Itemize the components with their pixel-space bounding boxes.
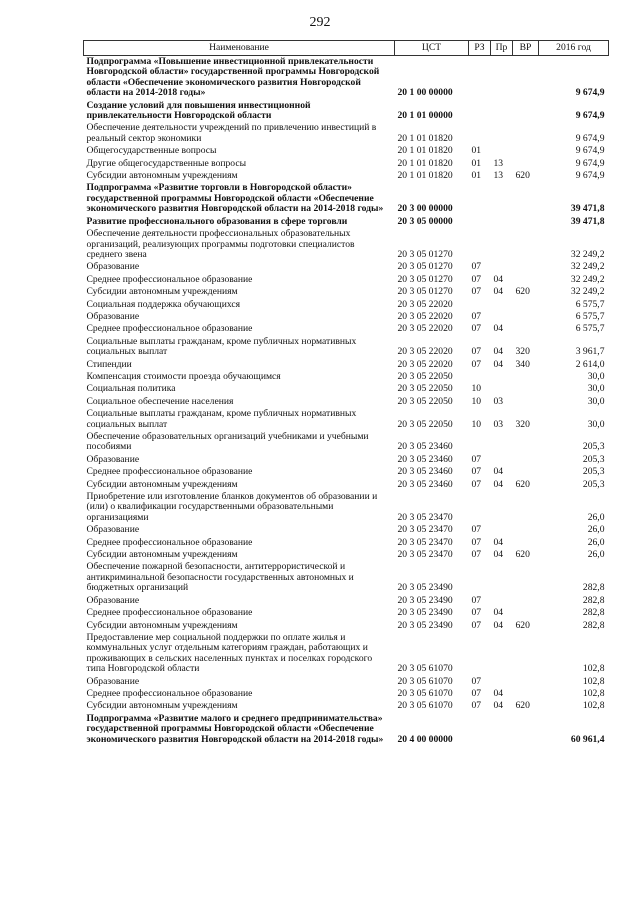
cell-amount: 6 575,7 xyxy=(575,310,605,322)
cell-vr xyxy=(513,122,539,145)
cell-amount: 39 471,8 xyxy=(570,203,605,215)
cell-name: Подпрограмма «Повышение инвестиционной привлекательности Новгородской области» государственной программы Новгородской области «Обеспечение экономического развития Новгородской области на 2014-2018 годы» xyxy=(86,56,380,99)
cell-amount: 282,8 xyxy=(582,594,605,606)
header-rz: РЗ xyxy=(469,41,491,56)
cell-amount: 32 249,2 xyxy=(570,261,605,273)
cell-amount: 205,3 xyxy=(582,466,605,478)
cell-amount: 102,8 xyxy=(582,687,605,699)
table-row xyxy=(84,311,609,323)
cell-cst: 20 1 00 00000 xyxy=(397,87,453,99)
cell-cst: 20 3 05 61070 xyxy=(397,700,453,712)
table-row xyxy=(84,537,609,549)
cell-vr xyxy=(513,524,539,536)
cell-amount: 6 575,7 xyxy=(575,298,605,310)
cell-name: Субсидии автономным учреждениям xyxy=(86,700,238,712)
cell-name: Среднее профессиональное образование xyxy=(86,536,253,548)
cell-pr xyxy=(491,524,513,536)
table-row xyxy=(84,595,609,607)
cell-name: Социальная поддержка обучающихся xyxy=(86,298,241,310)
cell-pr xyxy=(491,311,513,323)
cell-cst: 20 3 05 00000 xyxy=(397,215,453,227)
cell-amount: 3 961,7 xyxy=(575,346,605,358)
cell-amount: 9 674,9 xyxy=(575,145,605,157)
cell-pr: 04 xyxy=(493,478,504,490)
table-row xyxy=(84,688,609,700)
cell-rz xyxy=(469,632,491,676)
cell-vr xyxy=(513,311,539,323)
cell-name: Подпрограмма «Развитие малого и среднего предпринимательства» государственной программы Новгородской области «Обеспечение экономического развития Новгородской области на 2014-2018 годы» xyxy=(86,712,384,745)
cell-name: Социальные выплаты гражданам, кроме публичных нормативных социальных выплат xyxy=(86,408,357,430)
cell-amount: 9 674,9 xyxy=(575,110,605,122)
cell-rz: 07 xyxy=(471,687,482,699)
cell-vr xyxy=(513,713,539,746)
cell-pr xyxy=(491,561,513,594)
cell-cst: 20 3 05 23470 xyxy=(397,524,453,536)
table-row xyxy=(84,408,609,431)
cell-pr: 04 xyxy=(493,286,504,298)
table-header-row xyxy=(84,41,609,56)
cell-name: Социальные выплаты гражданам, кроме публичных нормативных социальных выплат xyxy=(86,335,357,358)
cell-cst: 20 3 05 01270 xyxy=(397,261,453,273)
cell-cst: 20 3 05 22020 xyxy=(397,323,453,335)
cell-rz: 07 xyxy=(471,536,482,548)
cell-rz: 07 xyxy=(471,675,482,687)
cell-pr: 04 xyxy=(493,536,504,548)
cell-pr xyxy=(491,299,513,311)
cell-rz: 07 xyxy=(471,607,482,619)
cell-pr xyxy=(491,56,513,100)
cell-amount: 9 674,9 xyxy=(575,170,605,182)
cell-amount: 32 249,2 xyxy=(570,248,605,260)
cell-name: Субсидии автономным учреждениям xyxy=(86,619,238,631)
cell-amount: 282,8 xyxy=(582,619,605,631)
cell-vr xyxy=(513,216,539,228)
cell-name: Образование xyxy=(86,675,140,687)
cell-rz: 07 xyxy=(471,466,482,478)
cell-vr xyxy=(513,145,539,157)
cell-cst: 20 1 01 01820 xyxy=(397,132,453,144)
cell-rz: 01 xyxy=(471,157,482,169)
cell-rz: 07 xyxy=(471,453,482,465)
table-row xyxy=(84,383,609,395)
table-row xyxy=(84,524,609,536)
cell-cst: 20 3 05 01270 xyxy=(397,248,453,260)
cell-name: Образование xyxy=(86,453,140,465)
cell-pr xyxy=(491,491,513,524)
cell-vr xyxy=(513,454,539,466)
cell-rz: 07 xyxy=(471,594,482,606)
cell-amount: 9 674,9 xyxy=(575,157,605,169)
cell-vr xyxy=(513,688,539,700)
table-row xyxy=(84,274,609,286)
cell-amount: 26,0 xyxy=(587,524,605,536)
cell-rz: 01 xyxy=(471,145,482,157)
cell-name: Развитие профессионального образования в сфере торговли xyxy=(86,215,348,227)
cell-cst: 20 3 05 23460 xyxy=(397,466,453,478)
cell-rz: 07 xyxy=(471,478,482,490)
cell-pr: 04 xyxy=(493,323,504,335)
cell-pr: 04 xyxy=(493,619,504,631)
cell-name: Образование xyxy=(86,310,140,322)
cell-vr: 620 xyxy=(515,170,530,182)
cell-name: Социальная политика xyxy=(86,383,176,395)
cell-rz: 07 xyxy=(471,358,482,370)
cell-name: Субсидии автономным учреждениям xyxy=(86,549,238,561)
cell-vr: 620 xyxy=(515,700,530,712)
cell-pr xyxy=(491,454,513,466)
cell-name: Среднее профессиональное образование xyxy=(86,607,253,619)
cell-name: Образование xyxy=(86,261,140,273)
cell-amount: 205,3 xyxy=(582,453,605,465)
cell-pr: 03 xyxy=(493,418,504,430)
cell-pr xyxy=(491,145,513,157)
table-row xyxy=(84,676,609,688)
table-row xyxy=(84,549,609,561)
cell-amount: 205,3 xyxy=(582,441,605,453)
cell-rz xyxy=(469,228,491,261)
cell-pr: 13 xyxy=(493,170,504,182)
cell-cst: 20 3 05 23490 xyxy=(397,582,453,594)
cell-rz xyxy=(469,431,491,454)
cell-pr: 04 xyxy=(493,549,504,561)
cell-cst: 20 3 05 23460 xyxy=(397,478,453,490)
cell-name: Приобретение или изготовление бланков документов об образовании и (или) о квалификации государственными образовательными организациями xyxy=(86,491,378,523)
table-row xyxy=(84,466,609,478)
cell-vr xyxy=(513,607,539,619)
cell-name: Среднее профессиональное образование xyxy=(86,323,253,335)
cell-vr xyxy=(513,299,539,311)
cell-rz: 07 xyxy=(471,273,482,285)
cell-cst: 20 3 05 23470 xyxy=(397,511,453,523)
table-row xyxy=(84,336,609,359)
table-row xyxy=(84,700,609,712)
table-row xyxy=(84,359,609,371)
cell-amount: 30,0 xyxy=(587,418,605,430)
table-body xyxy=(84,56,609,746)
cell-cst: 20 3 05 22050 xyxy=(397,383,453,395)
table-row xyxy=(84,479,609,491)
cell-name: Общегосударственные вопросы xyxy=(86,145,217,157)
cell-name: Обеспечение деятельности профессиональных образовательных организаций, реализующих программы подготовки специалистов среднего звена xyxy=(86,228,355,260)
cell-pr: 04 xyxy=(493,358,504,370)
cell-rz: 10 xyxy=(471,395,482,407)
table-row xyxy=(84,371,609,383)
page-number: 292 xyxy=(309,15,331,30)
cell-vr: 620 xyxy=(515,286,530,298)
table-row xyxy=(84,56,609,100)
cell-pr: 04 xyxy=(493,273,504,285)
cell-rz: 07 xyxy=(471,323,482,335)
cell-cst: 20 3 05 61070 xyxy=(397,675,453,687)
cell-vr xyxy=(513,466,539,478)
cell-pr xyxy=(491,676,513,688)
table-row xyxy=(84,431,609,454)
cell-rz: 10 xyxy=(471,383,482,395)
cell-amount: 39 471,8 xyxy=(570,215,605,227)
cell-cst: 20 3 05 22020 xyxy=(397,346,453,358)
table-row xyxy=(84,100,609,123)
cell-amount: 9 674,9 xyxy=(575,87,605,99)
cell-rz: 07 xyxy=(471,310,482,322)
cell-amount: 32 249,2 xyxy=(570,286,605,298)
cell-cst: 20 3 05 23460 xyxy=(397,453,453,465)
cell-rz xyxy=(469,122,491,145)
cell-name: Субсидии автономным учреждениям xyxy=(86,170,238,182)
cell-pr xyxy=(491,216,513,228)
table-row xyxy=(84,261,609,273)
table-row xyxy=(84,299,609,311)
cell-rz: 07 xyxy=(471,619,482,631)
cell-rz: 07 xyxy=(471,286,482,298)
header-vr: ВР xyxy=(513,41,539,56)
cell-cst: 20 3 05 22020 xyxy=(397,298,453,310)
cell-vr xyxy=(513,383,539,395)
cell-amount: 26,0 xyxy=(587,536,605,548)
table-row xyxy=(84,607,609,619)
cell-name: Создание условий для повышения инвестиционной привлекательности Новгородской области xyxy=(86,99,311,122)
cell-rz: 07 xyxy=(471,549,482,561)
cell-amount: 102,8 xyxy=(582,675,605,687)
table-row xyxy=(84,216,609,228)
cell-pr: 04 xyxy=(493,687,504,699)
cell-name: Подпрограмма «Развитие торговли в Новгородской области» государственной программы Новгородской области «Обеспечение экономического развития Новгородской области на 2014-2018 годы» xyxy=(86,182,384,215)
cell-name: Другие общегосударственные вопросы xyxy=(86,157,247,169)
cell-amount: 102,8 xyxy=(582,663,605,675)
cell-vr xyxy=(513,323,539,335)
cell-rz xyxy=(469,56,491,100)
cell-vr xyxy=(513,491,539,524)
cell-rz: 07 xyxy=(471,524,482,536)
cell-pr: 04 xyxy=(493,466,504,478)
cell-cst: 20 1 01 01820 xyxy=(397,145,453,157)
table-row xyxy=(84,323,609,335)
cell-pr xyxy=(491,122,513,145)
table-row xyxy=(84,713,609,746)
cell-amount: 102,8 xyxy=(582,700,605,712)
cell-cst: 20 3 05 61070 xyxy=(397,687,453,699)
cell-name: Предоставление мер социальной поддержки по оплате жилья и коммунальных услуг отдельным категориям граждан, работающих и проживающих в сельских населенных пунктах и поселках городского типа Новгородской области xyxy=(86,631,373,675)
cell-amount: 282,8 xyxy=(582,607,605,619)
cell-amount: 60 961,4 xyxy=(570,733,605,745)
cell-vr xyxy=(513,676,539,688)
table-row xyxy=(84,491,609,524)
cell-name: Среднее профессиональное образование xyxy=(86,687,253,699)
cell-amount: 6 575,7 xyxy=(575,323,605,335)
cell-cst: 20 3 05 22020 xyxy=(397,310,453,322)
cell-cst: 20 3 05 22020 xyxy=(397,358,453,370)
cell-name: Обеспечение пожарной безопасности, антитеррористической и антикриминальной безопасности государственных автономных и бюджетных организаций xyxy=(86,561,354,594)
cell-name: Социальное обеспечение населения xyxy=(86,395,234,407)
cell-cst: 20 3 05 23470 xyxy=(397,536,453,548)
table-row xyxy=(84,396,609,408)
cell-vr xyxy=(513,396,539,408)
cell-pr xyxy=(491,431,513,454)
cell-cst: 20 3 05 01270 xyxy=(397,286,453,298)
cell-vr: 620 xyxy=(515,619,530,631)
table-row xyxy=(84,561,609,594)
cell-pr: 04 xyxy=(493,700,504,712)
cell-amount: 282,8 xyxy=(582,582,605,594)
cell-pr: 04 xyxy=(493,607,504,619)
cell-pr xyxy=(491,595,513,607)
cell-vr: 620 xyxy=(515,549,530,561)
cell-pr xyxy=(491,261,513,273)
table-row xyxy=(84,170,609,182)
cell-rz xyxy=(469,182,491,215)
cell-vr xyxy=(513,537,539,549)
cell-amount: 30,0 xyxy=(587,395,605,407)
cell-vr xyxy=(513,561,539,594)
cell-vr xyxy=(513,371,539,383)
cell-name: Образование xyxy=(86,524,140,536)
table-row xyxy=(84,122,609,145)
cell-cst: 20 1 01 00000 xyxy=(397,110,453,122)
cell-name: Среднее профессиональное образование xyxy=(86,273,253,285)
table-row xyxy=(84,454,609,466)
cell-name: Стипендии xyxy=(86,358,132,370)
cell-pr: 04 xyxy=(493,346,504,358)
cell-rz xyxy=(469,100,491,123)
cell-cst: 20 3 05 22050 xyxy=(397,395,453,407)
cell-cst: 20 1 01 01820 xyxy=(397,157,453,169)
cell-amount: 30,0 xyxy=(587,370,605,382)
cell-amount: 30,0 xyxy=(587,383,605,395)
cell-amount: 2 614,0 xyxy=(575,358,605,370)
header-name: Наименование xyxy=(84,41,395,56)
cell-vr: 620 xyxy=(515,478,530,490)
cell-cst: 20 3 00 00000 xyxy=(397,203,453,215)
cell-vr xyxy=(513,431,539,454)
cell-amount: 32 249,2 xyxy=(570,273,605,285)
cell-rz xyxy=(469,299,491,311)
cell-name: Образование xyxy=(86,594,140,606)
cell-rz xyxy=(469,491,491,524)
cell-vr xyxy=(513,595,539,607)
table-row xyxy=(84,632,609,676)
table-row xyxy=(84,145,609,157)
cell-vr xyxy=(513,274,539,286)
cell-rz: 07 xyxy=(471,700,482,712)
cell-amount: 9 674,9 xyxy=(575,132,605,144)
cell-cst: 20 1 01 01820 xyxy=(397,170,453,182)
cell-name: Обеспечение образовательных организаций учебниками и учебными пособиями xyxy=(86,431,369,453)
cell-rz xyxy=(469,561,491,594)
table-row xyxy=(84,182,609,215)
cell-cst: 20 3 05 61070 xyxy=(397,663,453,675)
cell-rz xyxy=(469,713,491,746)
cell-rz: 07 xyxy=(471,261,482,273)
cell-pr xyxy=(491,228,513,261)
cell-amount: 26,0 xyxy=(587,511,605,523)
cell-rz xyxy=(469,216,491,228)
cell-name: Обеспечение деятельности учреждений по привлечению инвестиций в реальный сектор экономики xyxy=(86,122,377,144)
cell-vr xyxy=(513,261,539,273)
cell-amount: 205,3 xyxy=(582,478,605,490)
cell-vr xyxy=(513,182,539,215)
cell-pr xyxy=(491,182,513,215)
table-row xyxy=(84,620,609,632)
cell-rz: 07 xyxy=(471,346,482,358)
cell-vr xyxy=(513,632,539,676)
cell-rz: 10 xyxy=(471,418,482,430)
cell-pr xyxy=(491,383,513,395)
cell-vr xyxy=(513,56,539,100)
cell-rz: 01 xyxy=(471,170,482,182)
cell-vr xyxy=(513,228,539,261)
cell-pr: 03 xyxy=(493,395,504,407)
cell-vr: 320 xyxy=(515,346,530,358)
header-year: 2016 год xyxy=(539,41,609,56)
cell-cst: 20 3 05 22050 xyxy=(397,418,453,430)
table-row xyxy=(84,228,609,261)
cell-cst: 20 3 05 23490 xyxy=(397,594,453,606)
cell-rz xyxy=(469,371,491,383)
cell-pr xyxy=(491,632,513,676)
cell-name: Компенсация стоимости проезда обучающимся xyxy=(86,370,281,382)
cell-cst: 20 3 05 23490 xyxy=(397,607,453,619)
cell-cst: 20 3 05 23470 xyxy=(397,549,453,561)
cell-name: Среднее профессиональное образование xyxy=(86,466,253,478)
cell-vr xyxy=(513,158,539,170)
cell-amount: 26,0 xyxy=(587,549,605,561)
cell-cst: 20 3 05 23460 xyxy=(397,441,453,453)
cell-pr xyxy=(491,371,513,383)
cell-pr: 13 xyxy=(493,157,504,169)
table-row xyxy=(84,286,609,298)
cell-cst: 20 4 00 00000 xyxy=(397,733,453,745)
budget-table xyxy=(83,40,609,746)
cell-vr xyxy=(513,100,539,123)
cell-vr: 320 xyxy=(515,418,530,430)
table-row xyxy=(84,158,609,170)
cell-name: Субсидии автономным учреждениям xyxy=(86,286,238,298)
cell-cst: 20 3 05 23490 xyxy=(397,619,453,631)
header-pr: Пр xyxy=(491,41,513,56)
cell-cst: 20 3 05 22050 xyxy=(397,370,453,382)
cell-cst: 20 3 05 01270 xyxy=(397,273,453,285)
cell-pr xyxy=(491,100,513,123)
cell-vr: 340 xyxy=(515,358,530,370)
cell-pr xyxy=(491,713,513,746)
cell-name: Субсидии автономным учреждениям xyxy=(86,478,238,490)
header-cst: ЦСТ xyxy=(395,41,469,56)
